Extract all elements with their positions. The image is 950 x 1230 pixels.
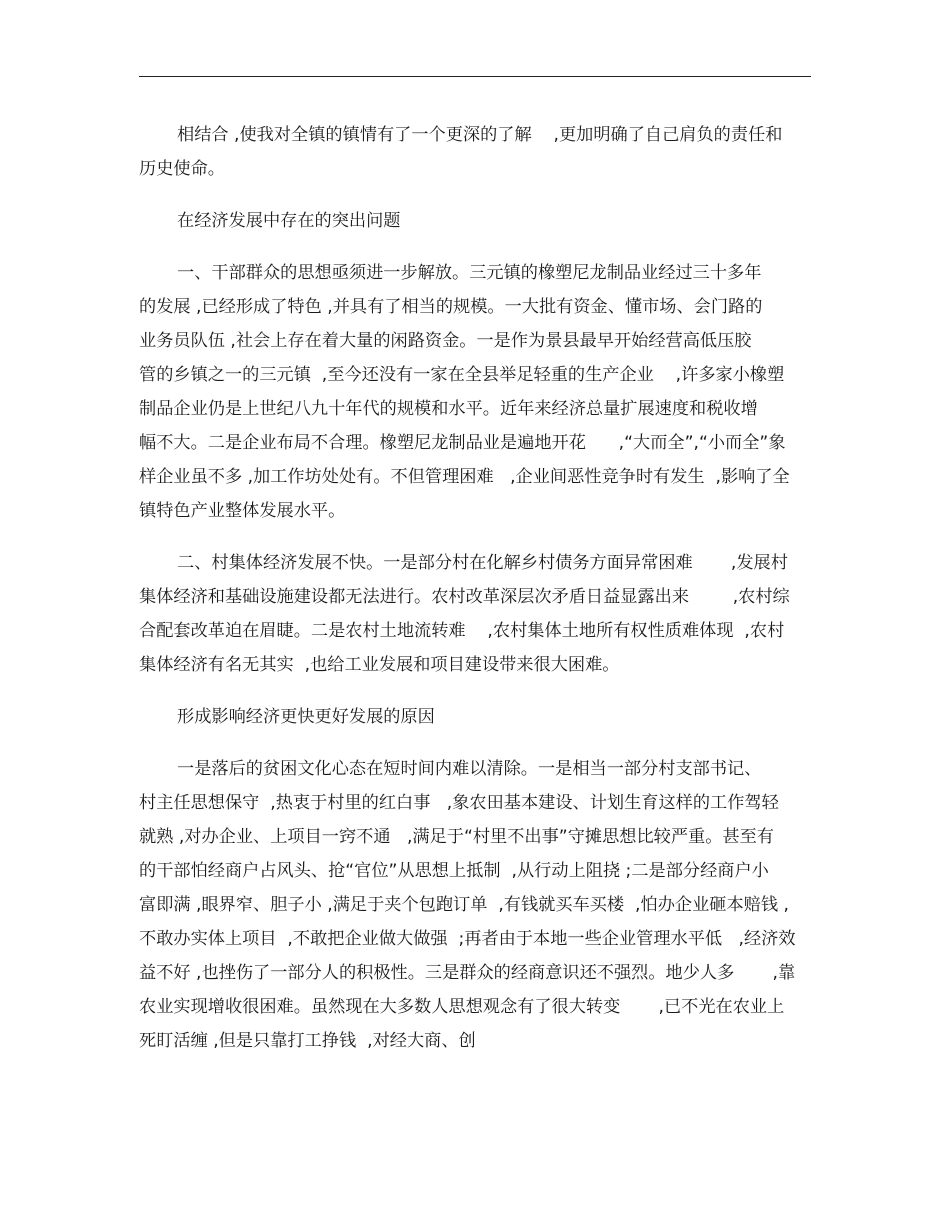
text-line: 富即满 ,眼界窄、胆子小 ,满足于夹个包跑订单 ,有钱就买车买楼 ,怕办企业砸本赔钱 , <box>139 895 789 915</box>
text-line: 不敢办实体上项目 ,不敢把企业做大做强 ;再者由于本地一些企业管理水平低 ,经济效 <box>139 929 796 949</box>
text-line: 制品企业仍是上世纪八九十年代的规模和水平。近年来经济总量扩展速度和税收增 <box>139 399 758 419</box>
paragraph-problem-2 <box>139 546 811 682</box>
heading-line: 在经济发展中存在的突出问题 <box>177 211 401 231</box>
text-line: 样企业虽不多 ,加工作坊处处有。不但管理困难 ,企业间恶性竞争时有发生 ,影响了全 <box>139 467 790 487</box>
text-line: 一是落后的贫困文化心态在短时间内难以清除。一是相当一部分村支部书记、 <box>177 759 762 779</box>
text-line: 相结合 ,使我对全镇的镇情有了一个更深的了解 ,更加明确了自己肩负的责任和 <box>177 125 783 145</box>
section-heading-problems <box>139 204 811 238</box>
text-line: 幅不大。二是企业布局不合理。橡塑尼龙制品业是遍地开花 ,“大而全”,“小而全”象 <box>139 433 786 453</box>
text-line: 业务员队伍 ,社会上存在着大量的闲路资金。一是作为景县最早开始经营高低压胶 <box>139 331 752 351</box>
text-line: 益不好 ,也挫伤了一部分人的积极性。三是群众的经商意识还不强烈。地少人多 ,靠 <box>139 963 796 983</box>
text-line: 农业实现增收很困难。虽然现在大多数人思想观念有了很大转变 ,已不光在农业上 <box>139 997 785 1017</box>
text-line: 历史使命。 <box>139 159 225 179</box>
text-line: 集体经济和基础设施建设都无法进行。农村改革深层次矛盾日益显露出来 ,农村综 <box>139 587 790 607</box>
text-line: 镇特色产业整体发展水平。 <box>139 501 346 521</box>
document-body <box>139 118 811 1058</box>
paragraph-problem-1 <box>139 256 811 528</box>
paragraph-intro <box>139 118 811 186</box>
text-line: 的干部怕经商户占风头、抢“官位”从思想上抵制 ,从行动上阻挠 ;二是部分经商户小 <box>139 861 769 881</box>
text-line: 集体经济有名无其实 ,也给工业发展和项目建设带来很大困难。 <box>139 655 620 675</box>
text-line: 二、村集体经济发展不快。一是部分村在化解乡村债务方面异常困难 ,发展村 <box>177 553 788 573</box>
text-line: 一、干部群众的思想亟须进一步解放。三元镇的橡塑尼龙制品业经过三十多年 <box>177 263 762 283</box>
header-rule <box>139 76 811 77</box>
section-heading-causes <box>139 700 811 734</box>
paragraph-cause-1 <box>139 752 811 1058</box>
text-line: 合配套改革迫在眉睫。二是农村土地流转难 ,农村集体土地所有权性质难体现 ,农村 <box>139 621 785 641</box>
text-line: 的发展 ,已经形成了特色 ,并具有了相当的规模。一大批有资金、懂市场、会门路的 <box>139 297 763 317</box>
heading-line: 形成影响经济更快更好发展的原因 <box>177 707 435 727</box>
text-line: 就熟 ,对办企业、上项目一窍不通 ,满足于“村里不出事”守摊思想比较严重。甚至有 <box>139 827 774 847</box>
text-line: 死盯活缠 ,但是只靠打工挣钱 ,对经大商、创 <box>139 1031 476 1051</box>
text-line: 管的乡镇之一的三元镇 ,至今还没有一家在全县举足轻重的生产企业 ,许多家小橡塑 <box>139 365 785 385</box>
text-line: 村主任思想保守 ,热衷于村里的红白事 ,象农田基本建设、计划生育这样的工作驾轻 <box>139 793 779 813</box>
